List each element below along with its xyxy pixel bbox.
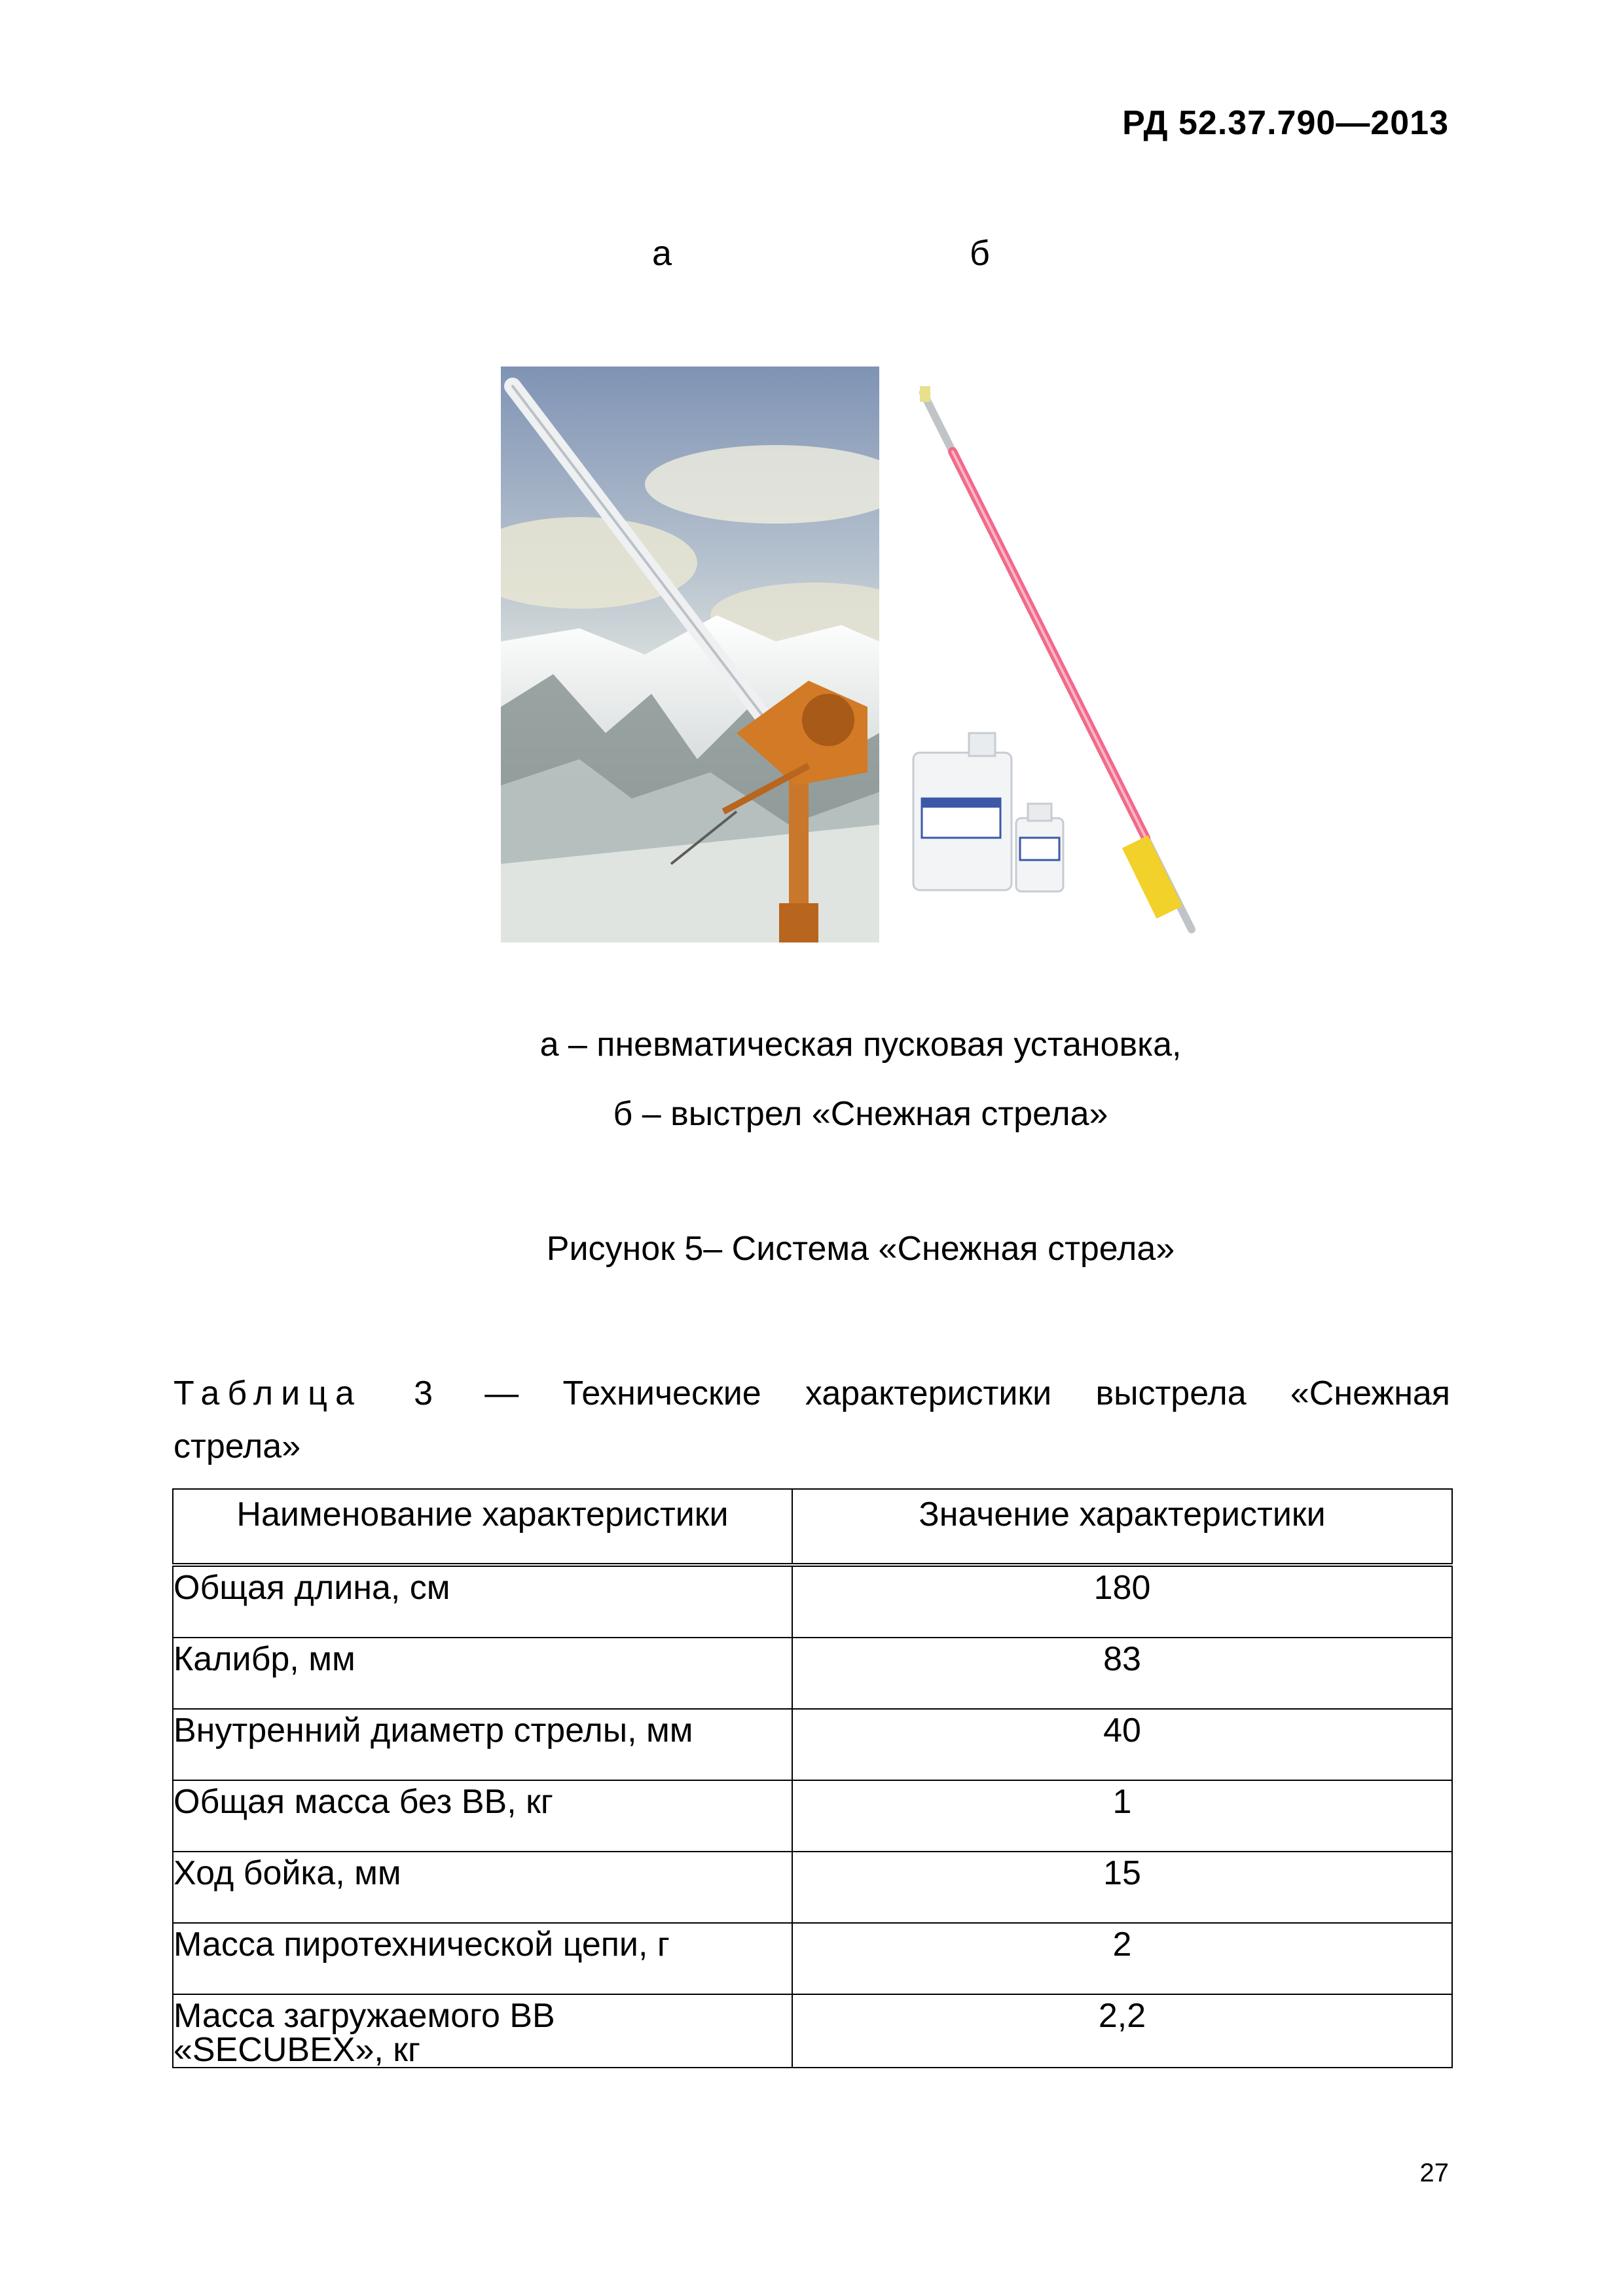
row-name [173,1994,792,2068]
table-row [173,1638,1452,1709]
table-row [173,1994,1452,2068]
row-name: Калибр, мм [173,1638,792,1709]
specifications-table [172,1488,1453,2068]
figure-title: Рисунок 5– Система «Снежная стрела» [546,1230,1175,1268]
row-value: 2,2 [792,1994,1452,2068]
table-caption-rest: — Технические характеристики выстрела «Снежная [441,1374,1450,1412]
figure-label-b: б [970,234,990,273]
document-code: РД 52.37.790—2013 [1122,104,1449,142]
table-row [173,1709,1452,1780]
row-value: 40 [792,1709,1452,1780]
row-name: Внутренний диаметр стрелы, мм [173,1709,792,1780]
row-name: Общая длина, см [173,1565,792,1638]
row-value: 2 [792,1923,1452,1994]
header-value: Значение характеристики [792,1489,1452,1565]
header-name: Наименование характеристики [173,1489,792,1565]
row-name-line1: Масса загружаемого ВВ [173,1997,555,2035]
page-number: 27 [1419,2159,1449,2187]
projectile-photo [903,380,1224,949]
figure-caption-b: б – выстрел «Снежная стрела» [613,1095,1108,1133]
table-row [173,1565,1452,1638]
table-row [173,1923,1452,1994]
figure-label-a: а [652,234,672,273]
row-value: 1 [792,1780,1452,1852]
table-caption-word: Таблица 3 [173,1374,441,1412]
table-row [173,1780,1452,1852]
launcher-photo [501,367,879,942]
table-header-row [173,1489,1452,1565]
table-caption-line2: стрела» [173,1427,301,1465]
row-name: Ход бойка, мм [173,1852,792,1923]
row-name: Общая масса без ВВ, кг [173,1780,792,1852]
row-value: 83 [792,1638,1452,1709]
row-value: 15 [792,1852,1452,1923]
row-value: 180 [792,1565,1452,1638]
row-name: Масса пиротехнической цепи, г [173,1923,792,1994]
row-name-line2: «SECUBEX», кг [173,2031,420,2069]
figure-caption-a: а – пневматическая пусковая установка, [539,1026,1182,1064]
table-caption [173,1360,1450,1427]
table-row [173,1852,1452,1923]
